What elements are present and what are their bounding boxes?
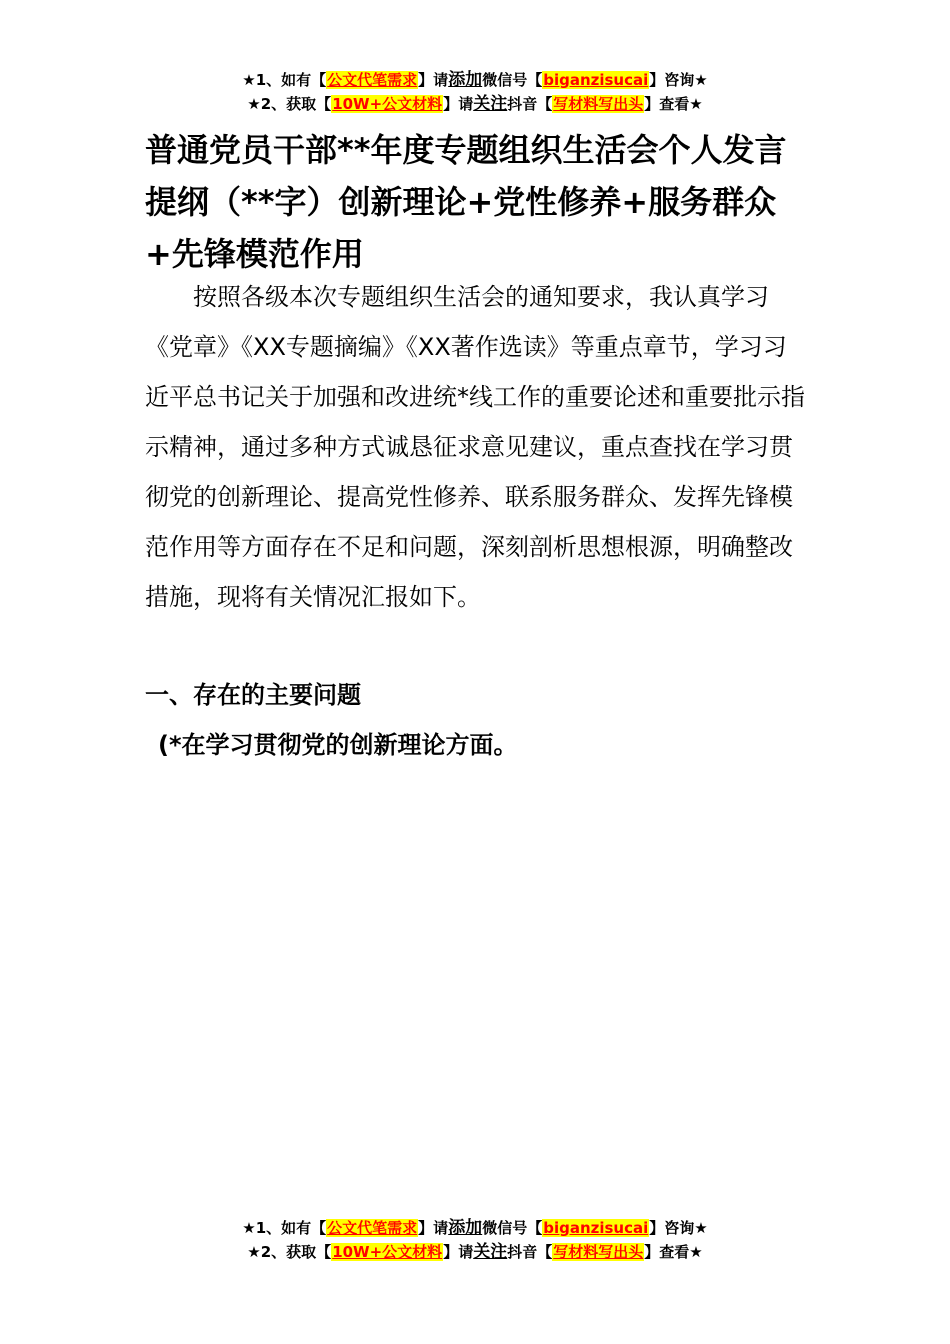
banner-highlight: 公文代笔需求 (327, 71, 418, 89)
banner-text: 微信号【 (482, 71, 543, 89)
header-banner (0, 68, 950, 116)
banner-text: 】查看★ (644, 95, 703, 113)
banner-underline: 关注 (473, 94, 508, 114)
footer-banner (0, 1216, 950, 1264)
banner-text: ★2、获取【 (247, 95, 332, 113)
subsection-heading: (*在学习贯彻党的创新理论方面。 (158, 731, 518, 759)
banner-highlight: biganzisucai (543, 71, 649, 89)
banner-underline: 添加 (448, 70, 483, 90)
banner-text: 】请 (418, 1219, 449, 1237)
banner-text: 】咨询★ (649, 1219, 708, 1237)
banner-highlight: 公文代笔需求 (327, 1219, 418, 1237)
banner-highlight: 10W+公文材料 (332, 1243, 443, 1261)
banner-line-1 (0, 1216, 950, 1240)
banner-line-2 (0, 1240, 950, 1264)
banner-text: 】查看★ (644, 1243, 703, 1261)
banner-text: 微信号【 (482, 1219, 543, 1237)
banner-highlight: 10W+公文材料 (332, 95, 443, 113)
banner-text: 】请 (443, 95, 474, 113)
banner-line-2 (0, 92, 950, 116)
section-heading: 一、存在的主要问题 (145, 681, 361, 709)
banner-text: 】请 (443, 1243, 474, 1261)
banner-text: ★1、如有【 (242, 71, 327, 89)
banner-underline: 添加 (448, 1218, 483, 1238)
banner-text: 抖音【 (507, 1243, 553, 1261)
banner-line-1 (0, 68, 950, 92)
banner-text: ★1、如有【 (242, 1219, 327, 1237)
banner-text: ★2、获取【 (247, 1243, 332, 1261)
banner-text: 抖音【 (507, 95, 553, 113)
banner-text: 】咨询★ (649, 71, 708, 89)
banner-highlight: biganzisucai (543, 1219, 649, 1237)
document-title: 普通党员干部**年度专题组织生活会个人发言提纲（**字）创新理论+党性修养+服务群众+先锋模范作用 (145, 131, 787, 273)
banner-underline: 关注 (473, 1242, 508, 1262)
banner-highlight: 写材料写出头 (553, 95, 644, 113)
banner-text: 】请 (418, 71, 449, 89)
intro-paragraph: 按照各级本次专题组织生活会的通知要求，我认真学习《党章》《XX专题摘编》《XX著作选读》等重点章节，学习习近平总书记关于加强和改进统*线工作的重要论述和重要批示指示精神，通过多种方式诚恳征求意见建议，重点查找在学习贯彻党的创新理论、提高党性修养、联系服务群众、发挥先锋模范作用等方面存在不足和问题，深刻剖析思想根源，明确整改措施，现将有关情况汇报如下。 (145, 283, 805, 611)
banner-highlight: 写材料写出头 (553, 1243, 644, 1261)
